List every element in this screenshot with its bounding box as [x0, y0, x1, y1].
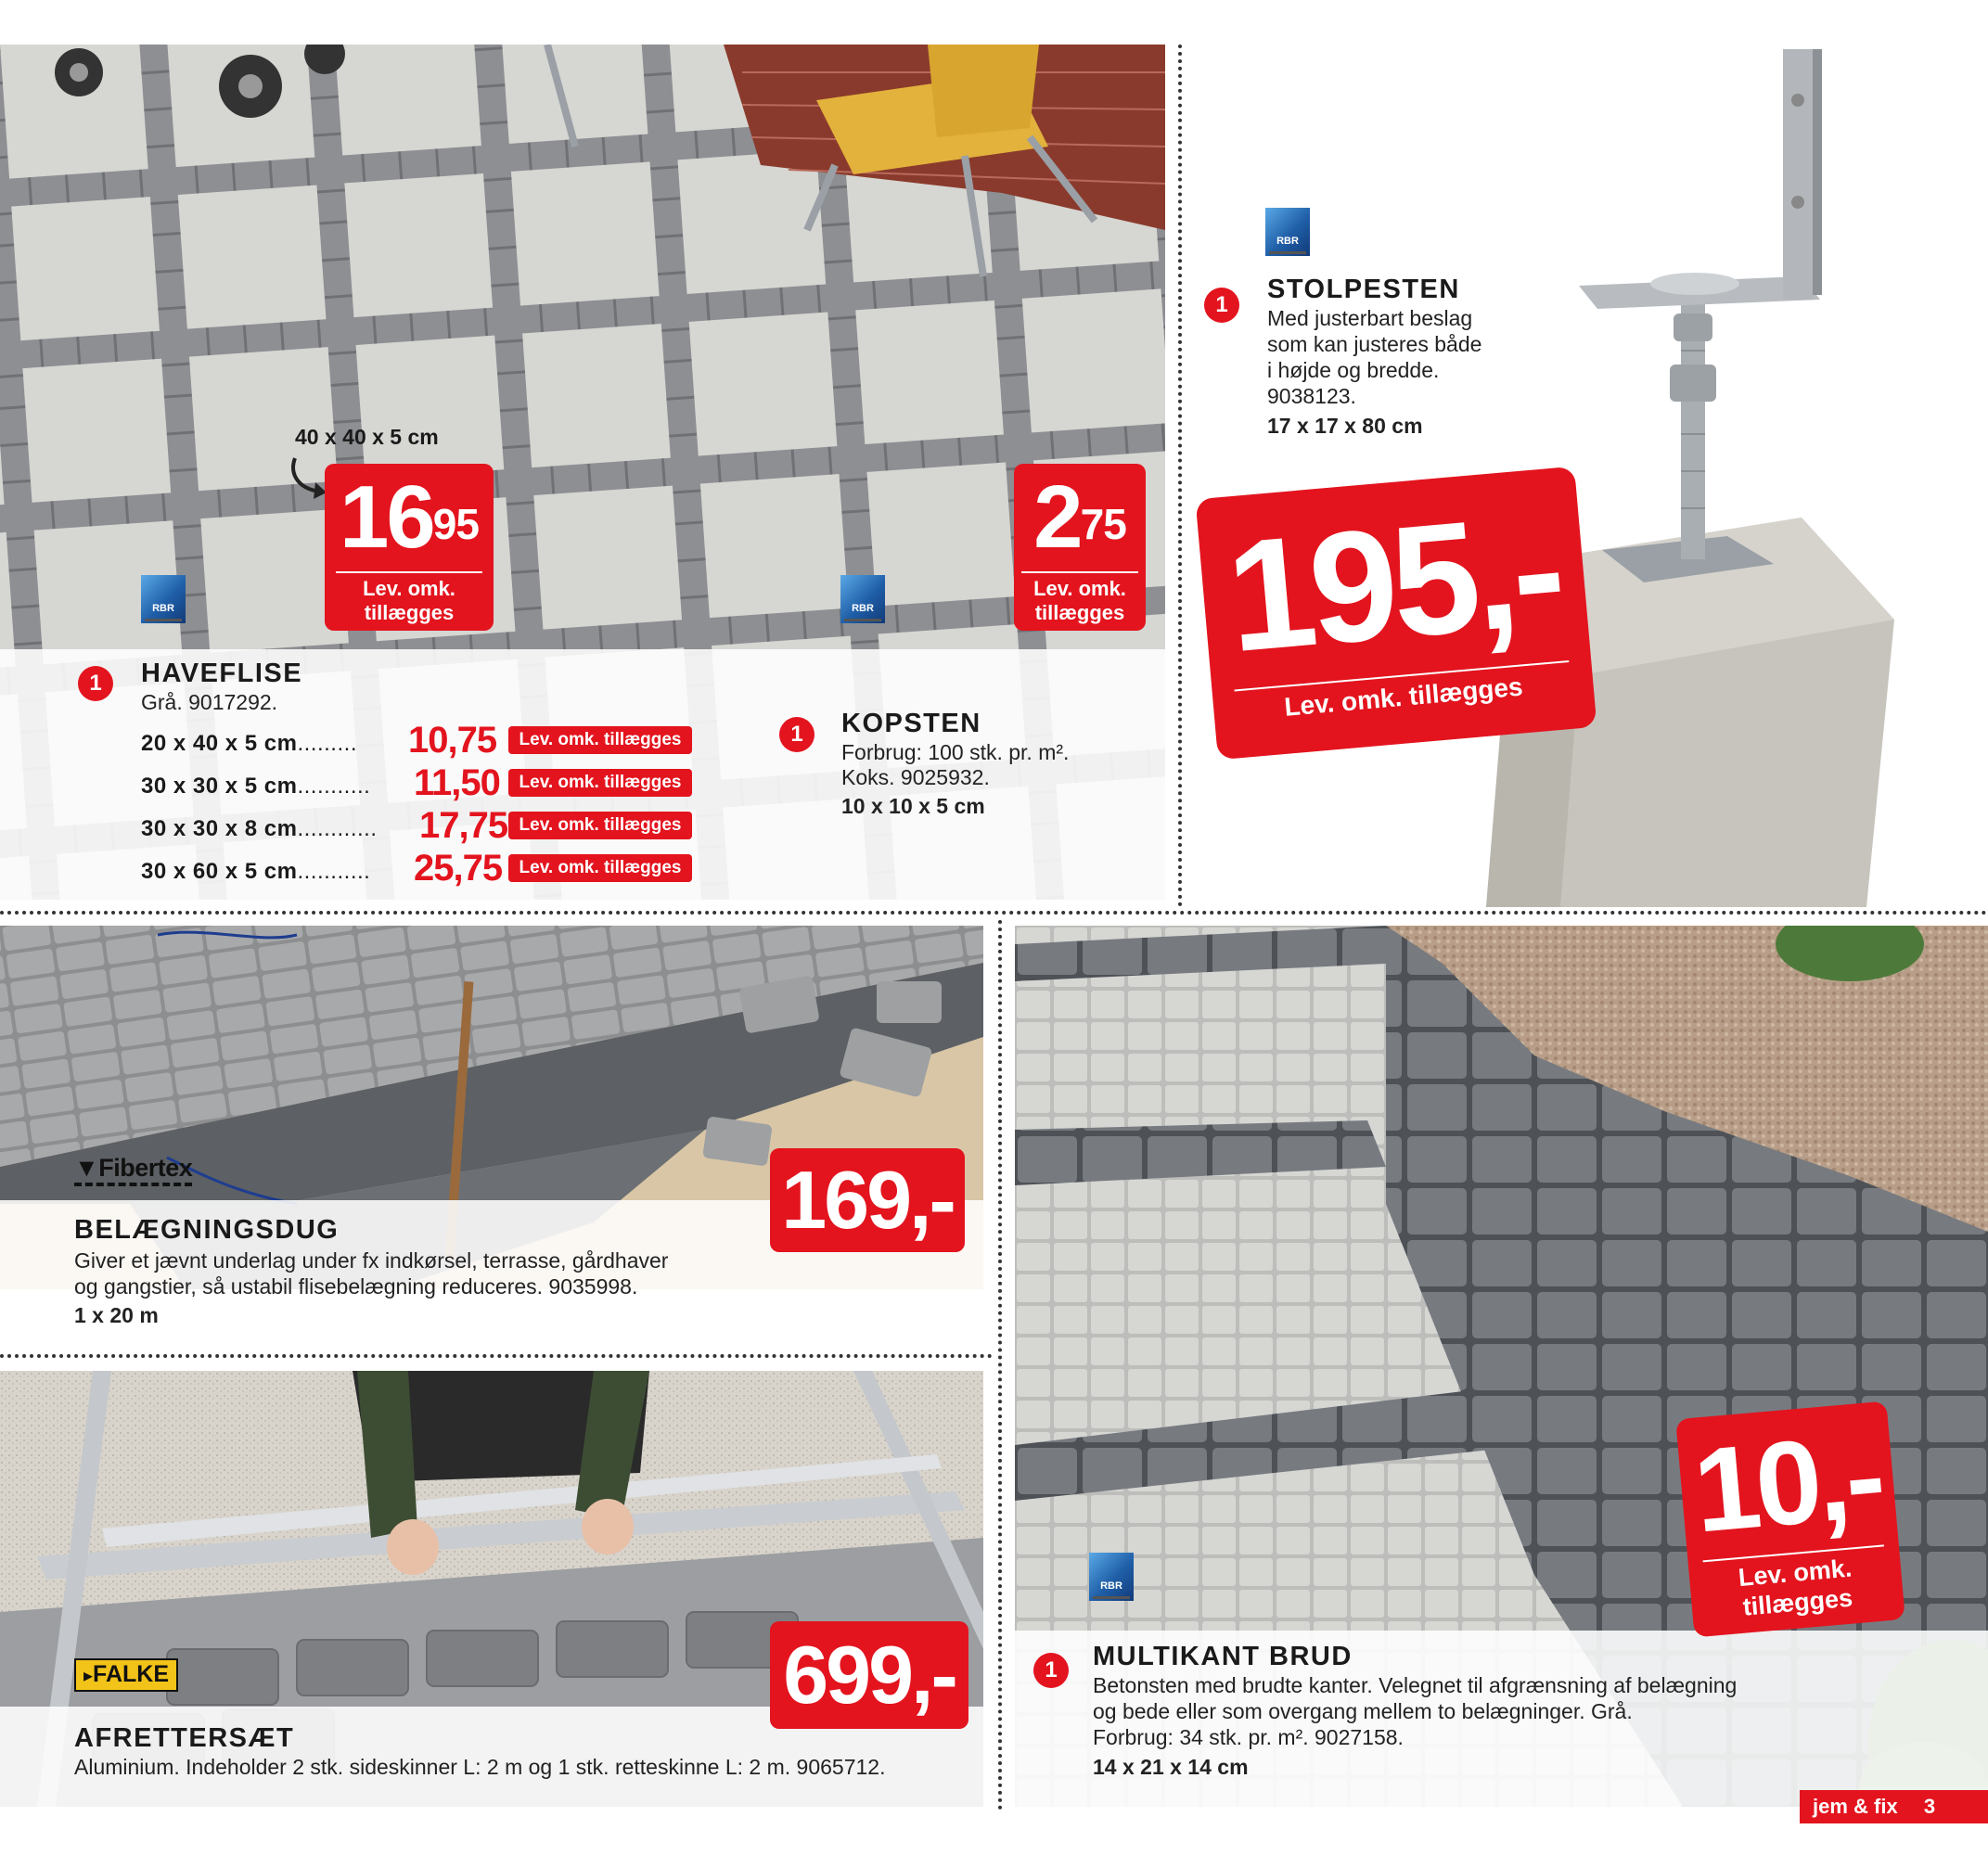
product-title: STOLPESTEN — [1267, 275, 1460, 304]
number-badge: 1 — [779, 717, 814, 752]
curved-arrow-icon — [288, 454, 328, 501]
number-badge: 1 — [78, 666, 113, 701]
product-title: HAVEFLISE — [141, 659, 303, 688]
product-description: Koks. 9025932. — [841, 765, 990, 789]
stolpesten-panel — [1189, 45, 1988, 907]
haveflise-price-tag — [325, 464, 494, 631]
size-callout: 40 x 40 x 5 cm — [295, 425, 439, 449]
price-note: Lev. omk. — [1737, 1554, 1853, 1593]
price-amount: 10,- — [1688, 1409, 1886, 1558]
product-title: BELÆGNINGSDUG — [74, 1215, 340, 1245]
fibertex-logo: ▼Fibertex — [74, 1154, 192, 1186]
rbr-logo: RBR — [1089, 1553, 1134, 1601]
size-row-label: 20 x 40 x 5 cm......... — [141, 731, 357, 756]
falke-logo: ▸FALKE — [74, 1658, 178, 1692]
price-decimals: 75 — [1080, 499, 1126, 548]
price-note: tillægges — [364, 601, 455, 624]
product-description: Betonsten med brudte kanter. Velegnet til afgrænsning af belægning — [1093, 1673, 1738, 1697]
rbr-logo: RBR — [840, 575, 885, 623]
number-badge: 1 — [1033, 1653, 1069, 1688]
belaegningsdug-price-tag: 169,- — [770, 1148, 965, 1252]
product-dimensions: 10 x 10 x 5 cm — [841, 794, 985, 818]
delivery-tag: Lev. omk. tillægges — [508, 854, 692, 882]
product-dimensions: 17 x 17 x 80 cm — [1267, 414, 1423, 438]
size-row-label: 30 x 30 x 5 cm........... — [141, 774, 371, 799]
product-description: Grå. 9017292. — [141, 690, 278, 714]
product-description: og bede eller som overgang mellem to belægninger. Grå. — [1093, 1699, 1633, 1723]
product-title: KOPSTEN — [841, 709, 981, 738]
afrettersaet-price-tag: 699,- — [770, 1621, 968, 1729]
rbr-logo: RBR — [141, 575, 186, 623]
divider-horizontal — [0, 1354, 993, 1358]
price-note: tillægges — [1034, 601, 1125, 624]
post-foundation-photo — [1189, 45, 1988, 907]
price-integer: 16 — [339, 467, 433, 567]
delivery-tag: Lev. omk. tillægges — [508, 769, 692, 797]
product-description: 9038123. — [1267, 384, 1356, 408]
rbr-logo: RBR — [1265, 208, 1310, 256]
price-decimals: 95 — [432, 499, 480, 548]
haveflise-panel — [0, 45, 1165, 900]
product-title: MULTIKANT BRUD — [1093, 1642, 1353, 1671]
multikant-price-tag — [1675, 1401, 1905, 1638]
size-row-label: 30 x 60 x 5 cm........... — [141, 859, 371, 884]
row-price: 25,75 — [414, 848, 503, 889]
product-description: Aluminium. Indeholder 2 stk. sideskinner L: 2 m og 1 stk. retteskinne L: 2 m. 9065712. — [74, 1755, 886, 1779]
row-price: 11,50 — [414, 762, 500, 803]
row-price: 10,75 — [408, 720, 497, 761]
product-description: Giver et jævnt underlag under fx indkørsel, terrasse, gårdhaver — [74, 1248, 669, 1273]
price-note: Lev. omk. — [363, 577, 455, 600]
price-integer: 2 — [1033, 467, 1081, 567]
store-brand: jem & fix — [1813, 1795, 1898, 1818]
page-number: 3 — [1923, 1795, 1936, 1818]
page-footer-tab — [1800, 1790, 1988, 1823]
product-description: og gangstier, så ustabil flisebelægning reduceres. 9035998. — [74, 1274, 638, 1298]
product-description: i højde og bredde. — [1267, 358, 1440, 382]
product-dimensions: 14 x 21 x 14 cm — [1093, 1755, 1249, 1779]
delivery-tag: Lev. omk. tillægges — [508, 726, 692, 754]
product-description: som kan justeres både — [1267, 332, 1482, 356]
kopsten-price-tag — [1014, 464, 1146, 631]
divider-vertical — [1178, 45, 1182, 907]
product-description: Med justerbart beslag — [1267, 306, 1473, 330]
size-row-label: 30 x 30 x 8 cm............ — [141, 816, 378, 841]
product-dimensions: 1 x 20 m — [74, 1303, 159, 1327]
product-description: Forbrug: 34 stk. pr. m². 9027158. — [1093, 1725, 1404, 1749]
price-note: Lev. omk. — [1033, 577, 1126, 600]
row-price: 17,75 — [419, 805, 508, 846]
divider-vertical — [998, 920, 1002, 1810]
price-note: tillægges — [1741, 1583, 1854, 1621]
multikant-panel — [1015, 926, 1988, 1807]
price-note: Lev. omk. tillægges — [1235, 660, 1572, 728]
delivery-tag: Lev. omk. tillægges — [508, 812, 692, 839]
product-title: AFRETTERSÆT — [74, 1723, 295, 1753]
price-amount: 195,- — [1220, 480, 1567, 686]
divider-horizontal — [0, 911, 1988, 915]
product-description: Forbrug: 100 stk. pr. m². — [841, 740, 1070, 764]
number-badge: 1 — [1204, 288, 1239, 323]
stolpesten-price-tag — [1195, 467, 1597, 761]
